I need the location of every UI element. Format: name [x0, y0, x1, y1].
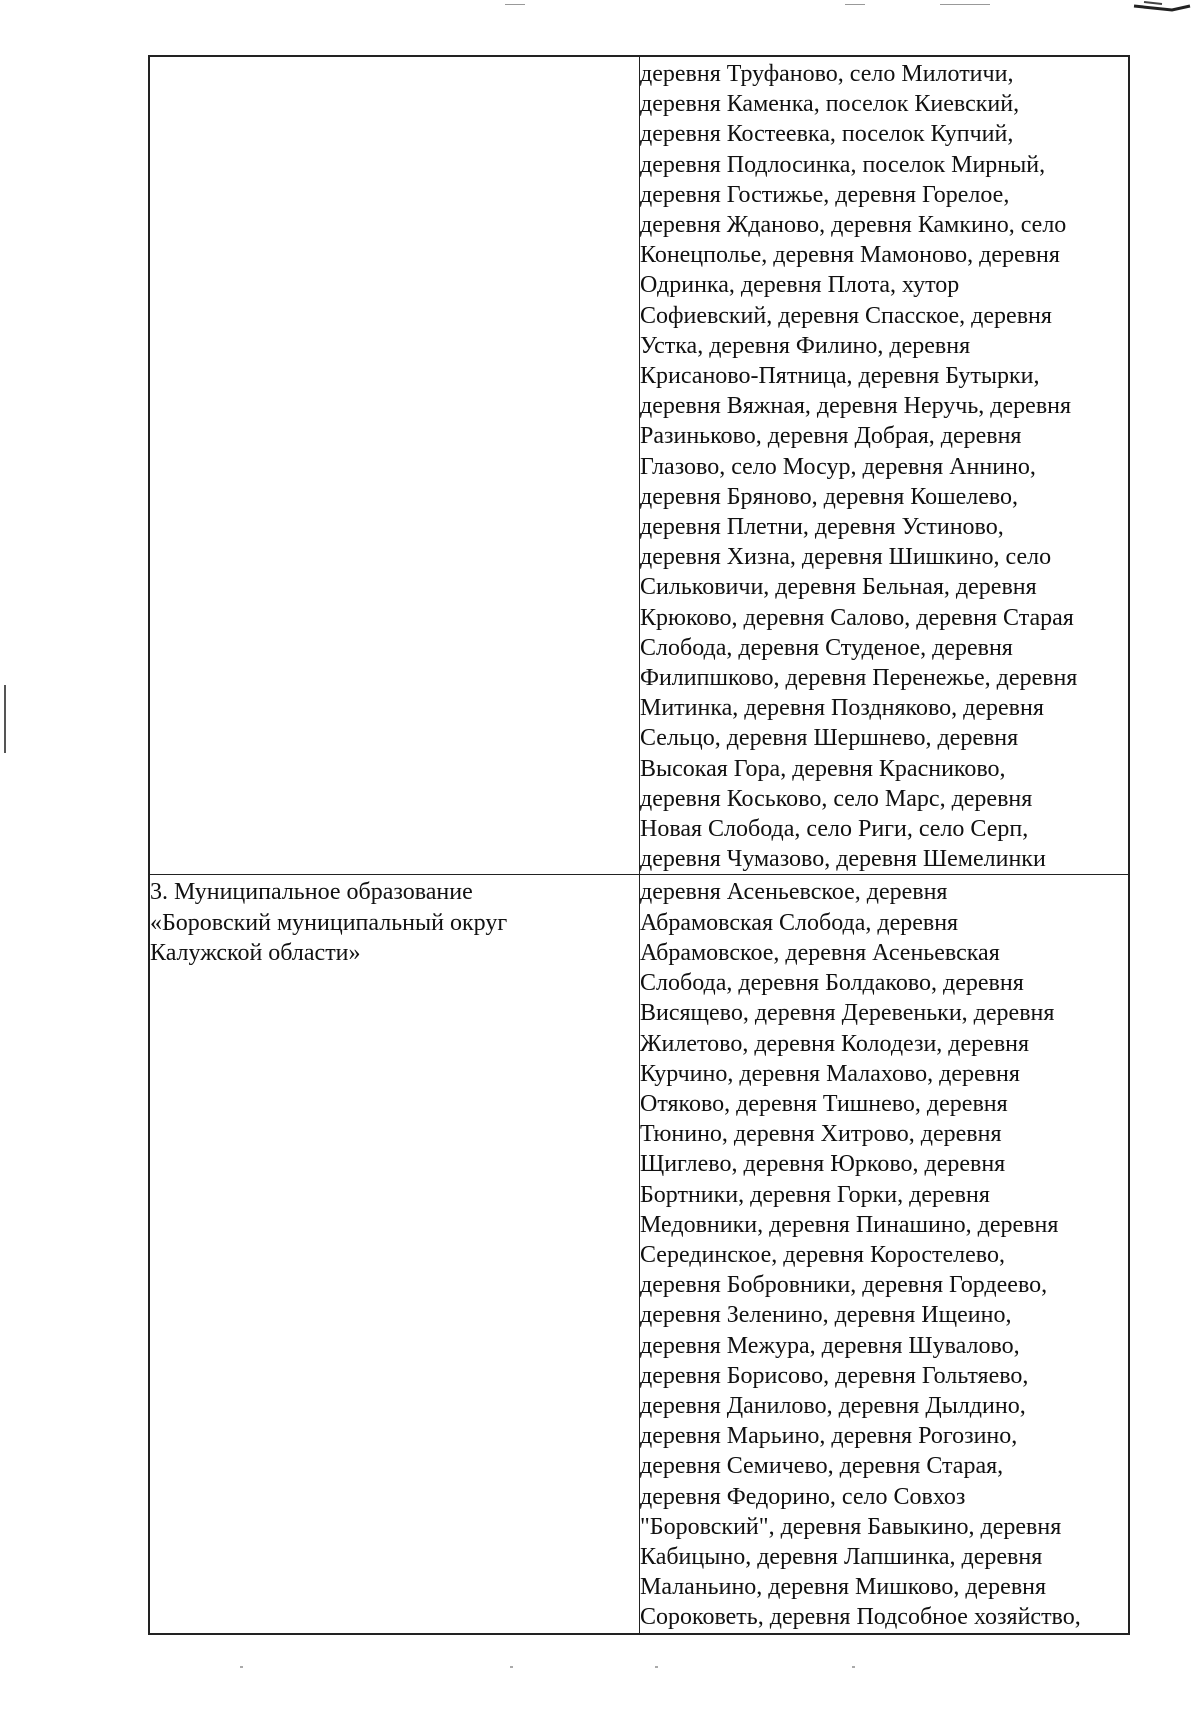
text-line: Бортники, деревня Горки, деревня: [640, 1181, 990, 1208]
text-line: деревня Межура, деревня Шувалово,: [640, 1332, 1020, 1359]
text-line: Сельцо, деревня Шершнево, деревня: [640, 725, 1019, 752]
text-line: Серединское, деревня Коростелево,: [640, 1241, 1005, 1268]
text-line: Курчино, деревня Малахово, деревня: [640, 1060, 1020, 1087]
text-line: деревня Зеленино, деревня Ищеино,: [640, 1302, 1012, 1329]
settlements-cell: [640, 875, 1130, 1632]
text-line: деревня Асеньевское, деревня: [640, 879, 948, 906]
text-line: деревня Семичево, деревня Старая,: [640, 1453, 1004, 1480]
text-line: Маланьино, деревня Мишково, деревня: [640, 1574, 1047, 1601]
text-line: Висящево, деревня Деревеньки, деревня: [640, 1000, 1055, 1027]
text-line: Крисаново-Пятница, деревня Бутырки,: [640, 363, 1040, 390]
text-line: деревня Бряново, деревня Кошелево,: [640, 483, 1019, 510]
text-line: Тюнино, деревня Хитрово, деревня: [640, 1121, 1002, 1148]
text-line: Сильковичи, деревня Бельная, деревня: [640, 574, 1037, 601]
text-line: деревня Хизна, деревня Шишкино, село: [640, 544, 1052, 571]
text-line: деревня Вяжная, деревня Неручь, деревня: [640, 393, 1072, 420]
bottom-scan-dot: [240, 1666, 243, 1668]
text-line: Крюково, деревня Салово, деревня Старая: [640, 604, 1074, 631]
text-line: "Боровский", деревня Бавыкино, деревня: [640, 1513, 1062, 1540]
top-scan-dash: [845, 4, 865, 5]
text-line: Высокая Гора, деревня Красниково,: [640, 755, 1006, 782]
text-line: деревня Костеевка, поселок Купчий,: [640, 121, 1014, 148]
text-line: Кабицыно, деревня Лапшинка, деревня: [640, 1543, 1043, 1570]
text-line: Митинка, деревня Поздняково, деревня: [640, 695, 1044, 722]
table-row: [150, 875, 1130, 1632]
top-scan-dash: [505, 4, 525, 5]
text-line: 3. Муниципальное образование: [150, 879, 473, 906]
corner-scan-mark: [1132, 0, 1192, 14]
bottom-scan-dot: [510, 1666, 513, 1668]
text-line: деревня Чумазово, деревня Шемелинки: [640, 846, 1046, 873]
table-row: [150, 57, 1130, 875]
text-line: Разиньково, деревня Добрая, деревня: [640, 423, 1022, 450]
text-line: Абрамовское, деревня Асеньевская: [640, 939, 1000, 966]
municipality-cell: [150, 57, 640, 874]
text-line: Софиевский, деревня Спасское, деревня: [640, 302, 1052, 329]
settlements-table: [148, 55, 1130, 1635]
text-line: Устка, деревня Филино, деревня: [640, 332, 971, 359]
text-line: Калужской области»: [150, 939, 361, 966]
text-line: деревня Труфаново, село Милотичи,: [640, 61, 1014, 87]
text-line: деревня Подлосинка, поселок Мирный,: [640, 151, 1046, 178]
text-line: Абрамовская Слобода, деревня: [640, 909, 959, 936]
bottom-scan-dot: [655, 1666, 658, 1668]
text-line: Глазово, село Мосур, деревня Аннино,: [640, 453, 1036, 480]
text-line: Жилетово, деревня Колодези, деревня: [640, 1030, 1030, 1057]
top-scan-dash: [940, 4, 990, 5]
text-line: деревня Федорино, село Совхоз: [640, 1483, 966, 1510]
bottom-scan-dot: [852, 1666, 855, 1668]
settlements-cell: [640, 57, 1130, 874]
text-line: деревня Плетни, деревня Устиново,: [640, 514, 1004, 541]
text-line: деревня Каменка, поселок Киевский,: [640, 91, 1020, 118]
text-line: Щиглево, деревня Юрково, деревня: [640, 1151, 1006, 1178]
text-line: Филипшково, деревня Перенежье, деревня: [640, 665, 1078, 692]
text-line: Сороковеть, деревня Подсобное хозяйство,: [640, 1604, 1081, 1631]
text-line: Новая Слобода, село Риги, село Серп,: [640, 816, 1029, 843]
text-line: «Боровский муниципальный округ: [150, 909, 508, 936]
text-line: Отяково, деревня Тишнево, деревня: [640, 1090, 1008, 1117]
margin-scan-mark: [4, 685, 6, 753]
text-line: деревня Бобровники, деревня Гордеево,: [640, 1272, 1048, 1299]
text-line: деревня Борисово, деревня Гольтяево,: [640, 1362, 1029, 1389]
municipality-cell: [150, 875, 640, 1632]
text-line: Конецполье, деревня Мамоново, деревня: [640, 242, 1060, 269]
text-line: деревня Марьино, деревня Рогозино,: [640, 1423, 1018, 1450]
text-line: деревня Жданово, деревня Камкино, село: [640, 212, 1067, 239]
text-line: Слобода, деревня Студеное, деревня: [640, 634, 1013, 661]
text-line: деревня Данилово, деревня Дылдино,: [640, 1392, 1026, 1419]
text-line: Слобода, деревня Болдаково, деревня: [640, 970, 1024, 997]
text-line: деревня Гостижье, деревня Горелое,: [640, 181, 1010, 208]
text-line: деревня Коськово, село Марс, деревня: [640, 785, 1033, 812]
text-line: Медовники, деревня Пинашино, деревня: [640, 1211, 1059, 1238]
text-line: Одринка, деревня Плота, хутор: [640, 272, 960, 299]
